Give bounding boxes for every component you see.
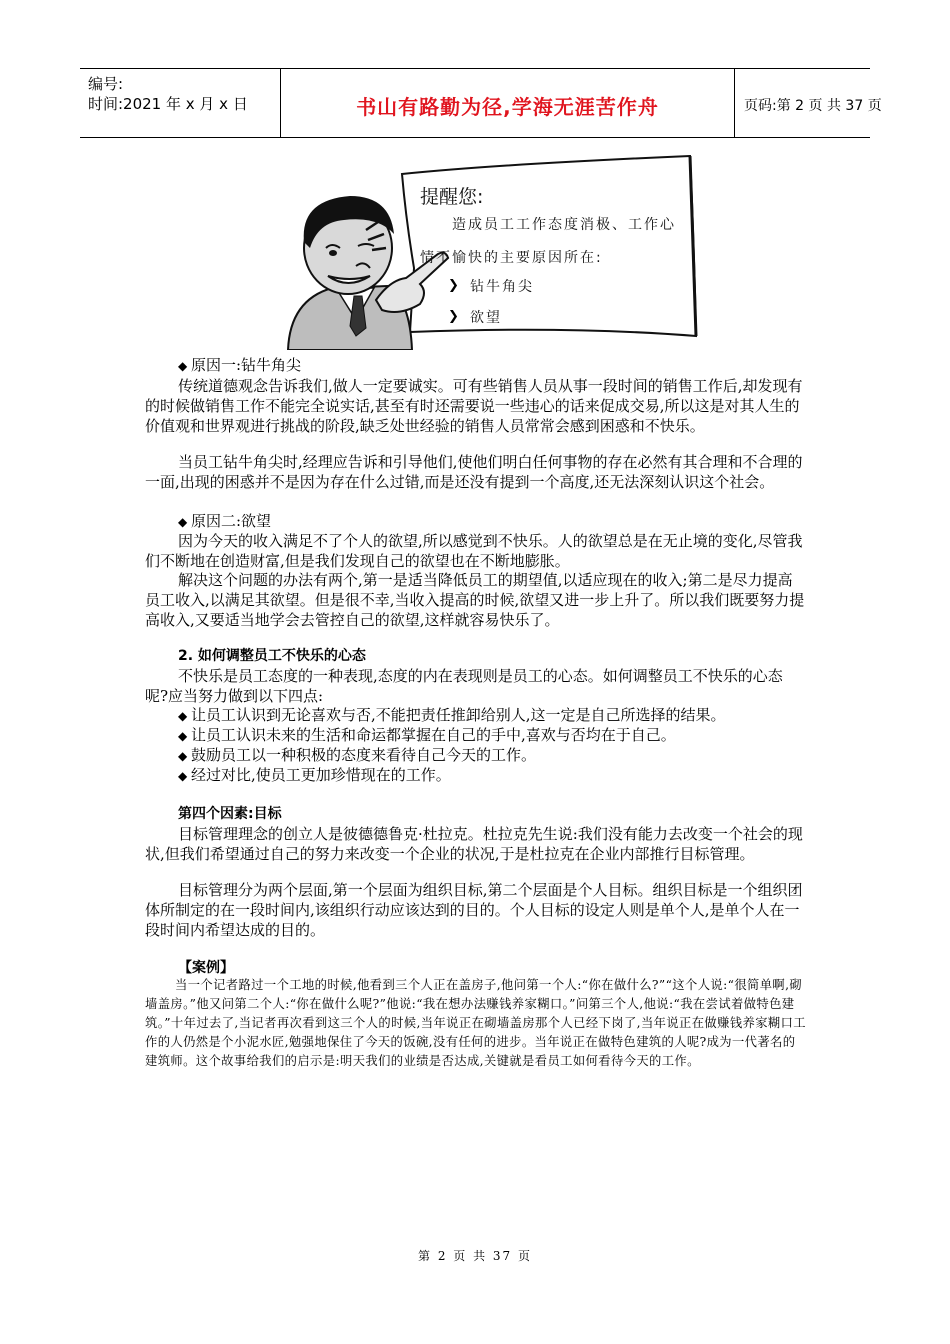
reminder-bullet-2: 欲望 (470, 310, 502, 326)
reminder-line-2: 情不愉快的主要原因所在: (420, 250, 603, 266)
diamond-bullet-icon: ◆ (178, 729, 188, 743)
list-item (178, 765, 451, 786)
chevron-right-icon: ❯ (448, 309, 459, 324)
header-page-info: 页码:第 2 页 共 37 页 (744, 98, 882, 114)
paragraph-4: 解决这个问题的办法有两个,第一是适当降低员工的期望值,以适应现在的收入;第二是尽力提高员工收入,以满足其欲望。但是很不幸,当收入提高的时候,欲望又进一步上升了。所以我们既要努力提高收入,又要适当地学会去管控自己的欲望,这样就容易快乐了。 (145, 571, 805, 629)
case-text: 当一个记者路过一个工地的时候,他看到三个人正在盖房子,他问第一个人:“你在做什么?”“这个人说:“很简单啊,砌墙盖房。”他又问第二个人:“你在做什么呢?”他说:“我在想办法赚钱养家糊口。”问第三个人,他说:“我在尝试着做特色建筑。”十年过去了,当记者再次看到这三个人的时候,当年说正在砌墙盖房那个人已经下岗了,当年说正在做赚钱养家糊口工作的人仍然是个小泥水匠,勉强地保住了今天的饭碗,没有任何的进步。当年说正在做特色建筑的人呢?成为一代著名的建筑师。这个故事给我们的启示是:明天我们的业绩是否达成,关键就是看员工如何看待今天的工作。 (145, 978, 807, 1068)
page-footer: 第 2 页 共 37 页 (418, 1249, 532, 1263)
paragraph-7: 目标管理分为两个层面,第一个层面为组织目标,第二个层面是个人目标。组织目标是一个组织团体所制定的在一段时间内,该组织行动应该达到的目的。个人目标的设定人则是单个人,是单个人在一段时间内希望达成的目的。 (145, 881, 803, 939)
reason-2-heading-text: 原因二:欲望 (191, 512, 272, 530)
list-item-text: 鼓励员工以一种积极的态度来看待自己今天的工作。 (191, 746, 537, 764)
list-item-text: 让员工认识到无论喜欢与否,不能把责任推卸给别人,这一定是自己所选择的结果。 (191, 706, 726, 724)
paragraph-3: 因为今天的收入满足不了个人的欲望,所以感觉到不快乐。人的欲望总是在无止境的变化,尽管我们不断地在创造财富,但是我们发现自己的欲望也在不断地膨胀。 (145, 532, 803, 570)
header-motto-cell (280, 69, 735, 137)
header-time: 时间:2021 年 x 月 x 日 (88, 95, 248, 113)
paragraph-1: 传统道德观念告诉我们,做人一定要诚实。可有些销售人员从事一段时间的销售工作后,却发现有的时候做销售工作不能完全说实话,甚至有时还需要说一些违心的话来促成交易,所以这是对其人生的价值观和世界观进行挑战的阶段,缺乏处世经验的销售人员常常会感到困惑和不快乐。 (145, 377, 803, 435)
case-heading: 【案例】 (178, 960, 234, 976)
list-item-text: 让员工认识未来的生活和命运都掌握在自己的手中,喜欢与否均在于自己。 (191, 726, 676, 744)
header-page-cell (734, 69, 882, 137)
header-motto: 书山有路勤为径,学海无涯苦作舟 (356, 95, 659, 119)
paragraph-2: 当员工钻牛角尖时,经理应告诉和引导他们,使他们明白任何事物的存在必然有其合理和不合理的一面,出现的困惑并不是因为存在什么过错,而是还没有提到一个高度,还无法深刻认识这个社会。 (145, 453, 803, 491)
list-item-text: 经过对比,使员工更加珍惜现在的工作。 (191, 766, 451, 784)
page-header (80, 68, 882, 138)
list-item (178, 725, 676, 746)
header-meta (80, 69, 280, 137)
factor-4-heading: 第四个因素:目标 (178, 806, 282, 822)
diamond-bullet-icon: ◆ (178, 515, 188, 529)
reason-1-heading (178, 355, 301, 376)
diamond-bullet-icon: ◆ (178, 749, 188, 763)
list-item (178, 745, 536, 766)
header-number: 编号: (88, 75, 124, 93)
reminder-title: 提醒您: (420, 186, 484, 208)
chevron-right-icon: ❯ (448, 278, 459, 293)
reminder-line-1: 造成员工工作态度消极、工作心 (452, 217, 676, 233)
diamond-bullet-icon: ◆ (178, 359, 188, 373)
section-2-heading: 2. 如何调整员工不快乐的心态 (178, 648, 366, 664)
diamond-bullet-icon: ◆ (178, 769, 188, 783)
paragraph-5: 不快乐是员工态度的一种表现,态度的内在表现则是员工的心态。如何调整员工不快乐的心态呢?应当努力做到以下四点: (145, 667, 783, 705)
diamond-bullet-icon: ◆ (178, 709, 188, 723)
reason-1-heading-text: 原因一:钻牛角尖 (191, 356, 302, 374)
paragraph-6: 目标管理理念的创立人是彼德德鲁克·杜拉克。杜拉克先生说:我们没有能力去改变一个社会的现状,但我们希望通过自己的努力来改变一个企业的状况,于是杜拉克在企业内部推行目标管理。 (145, 825, 803, 863)
reminder-bullet-1: 钻牛角尖 (470, 279, 534, 295)
list-item (178, 705, 726, 726)
reason-2-heading (178, 511, 271, 532)
